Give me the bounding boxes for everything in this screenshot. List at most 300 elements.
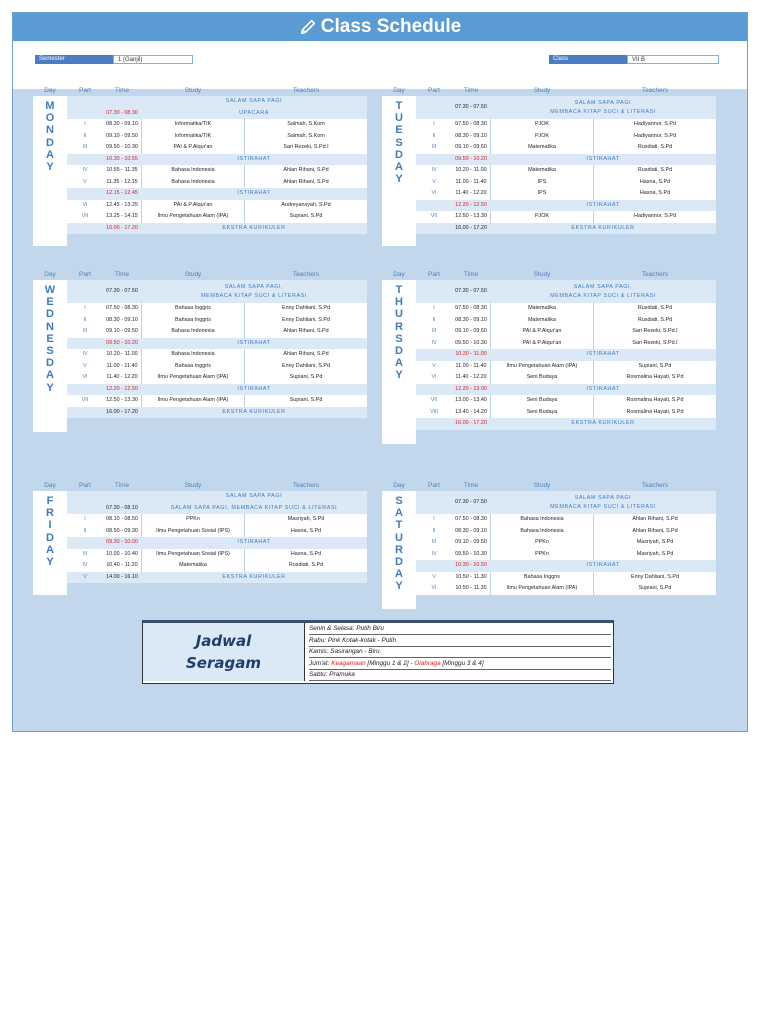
lesson-teacher: Rusdiati, S.Pd (637, 144, 673, 150)
header-part: Part (79, 482, 91, 489)
day-letter: A (46, 148, 54, 161)
day-letter: O (45, 112, 55, 125)
lesson-study: PPKn (490, 537, 594, 549)
lesson-time: 08.50 - 09.30 (106, 527, 138, 534)
lesson-row (416, 514, 716, 526)
header-part: Part (428, 482, 440, 489)
day-letter: D (395, 345, 403, 358)
lesson-time: 11.00 - 11.40 (455, 178, 487, 185)
day-letter: A (46, 369, 54, 382)
lesson-row (416, 572, 716, 584)
lesson-time: 10.50 - 11.30 (455, 573, 487, 580)
lesson-teacher: Masriyah, S.Pd (636, 550, 674, 557)
class-label: Class (549, 55, 627, 64)
lesson-row (67, 119, 367, 131)
lesson-row (67, 560, 367, 572)
lesson-study: PPKn (490, 549, 594, 561)
lesson-row (67, 211, 367, 223)
lesson-teacher: Andreyansyah, S.Pd (281, 201, 331, 208)
activity-label: ISTIRAHAT (237, 155, 271, 162)
lesson-study: Bahasa Inggris (141, 303, 245, 315)
lesson-teacher: Hadiyannor, S.Pd (634, 213, 676, 219)
uniform-schedule (142, 620, 614, 684)
lesson-part: V (432, 178, 436, 185)
activity-label: ISTIRAHAT (237, 190, 271, 196)
lesson-study: Ilmu Pengetahuan Sosial (IPS) (141, 549, 245, 561)
lesson-part: II (432, 132, 436, 139)
lesson-teacher: Sari Rezeki, S.Pd.I (632, 328, 678, 334)
activity-time (103, 96, 141, 108)
activity-line1: SALAM SAPA PAGI, (573, 284, 633, 290)
lesson-row (67, 142, 367, 154)
lesson-teacher: Supiani, S.Pd (289, 397, 323, 403)
lesson-study: Seni Budaya (490, 407, 594, 419)
activity-row (416, 154, 716, 166)
day-letter: T (395, 284, 403, 296)
lesson-part: VIII (429, 408, 439, 415)
lesson-part: VI (82, 201, 88, 208)
header-time: Time (463, 87, 479, 94)
activity-label: ISTIRAHAT (237, 339, 271, 346)
header-time: Time (114, 271, 130, 278)
lesson-study: PJOK (490, 131, 594, 143)
lesson-time: 09.10 - 09.50 (106, 328, 138, 334)
lesson-row (416, 338, 716, 350)
uniform-title-line2: Seragam (186, 654, 261, 672)
lesson-time: 10.20 - 11.00 (455, 167, 487, 173)
lesson-row (416, 326, 716, 338)
lesson-teacher: Masriyah, S.Pd (287, 516, 325, 522)
day-letter: A (46, 543, 54, 556)
lesson-teacher: Supiani, S.Pd (289, 213, 323, 219)
activity-line2: MEMBACA KITAP SUCI & LITERASI (550, 292, 656, 299)
header-study: Study (533, 271, 551, 278)
lesson-part: IV (431, 550, 437, 557)
lesson-teacher: Rusdiati, S.Pd (637, 305, 673, 311)
activity-label: UPACARA (239, 109, 269, 116)
header-day: Day (44, 271, 56, 278)
lesson-study: Seni Budaya (490, 395, 594, 407)
day-letter: D (46, 531, 54, 544)
lesson-study: Bahasa Indonesia (141, 326, 245, 338)
lesson-teacher: Enny Dahliani, S.Pd (282, 316, 330, 323)
lesson-time: 11.40 - 12.20 (106, 374, 138, 380)
activity-time: 07.30 - 07.50 (106, 288, 138, 294)
lesson-row (416, 211, 716, 223)
day-letter: N (46, 320, 54, 333)
lesson-time: 08.30 - 09.10 (455, 527, 487, 534)
day-letter: F (46, 495, 54, 507)
activity-row (416, 560, 716, 572)
activity-label: EKSTRA KURIKULER (571, 420, 635, 426)
activity-line2: MEMBACA KITAP SUCI & LITERASI (550, 108, 656, 115)
activity-label: SALAM SAPA PAGI (225, 98, 283, 104)
lesson-time: 10.00 - 10.40 (106, 550, 138, 557)
day-letter: Y (395, 173, 403, 186)
lesson-time: 10.55 - 11.35 (106, 167, 138, 173)
lesson-teacher: Hasna, S.Pd (290, 550, 322, 557)
lesson-time: 09.10 - 09.50 (455, 144, 487, 150)
activity-label: ISTIRAHAT (586, 201, 620, 208)
day-letter: A (395, 357, 403, 370)
activity-label: EKSTRA KURIKULER (222, 408, 286, 415)
activity-label (490, 280, 716, 303)
lesson-row (416, 303, 716, 315)
lesson-part: V (432, 362, 436, 369)
lesson-teacher: Hadiyannor, S.Pd (634, 121, 676, 127)
lesson-part: IV (431, 339, 437, 346)
day-letter: D (46, 136, 54, 149)
day-letter: U (395, 531, 403, 544)
lesson-part: VII (430, 213, 438, 219)
day-letter: Y (46, 556, 54, 569)
lesson-row (67, 200, 367, 212)
lesson-row (67, 349, 367, 361)
lesson-part: I (433, 305, 435, 311)
activity-line2: MEMBACA KITAP SUCI & LITERASI (201, 292, 307, 299)
lesson-study: Matematika (490, 165, 594, 177)
lesson-row (67, 303, 367, 315)
activity-row (416, 418, 716, 430)
activity-row (67, 338, 367, 350)
lesson-study: Seni Budaya (490, 372, 594, 384)
activity-row (67, 407, 367, 419)
opening-row (416, 280, 716, 303)
lesson-time: 07.50 - 08.30 (455, 305, 487, 311)
lesson-row (416, 315, 716, 327)
activity-row (416, 200, 716, 212)
lesson-row (67, 131, 367, 143)
lesson-row (67, 177, 367, 189)
lesson-part: VI (431, 374, 437, 380)
day-letter: M (45, 100, 55, 112)
header-teachers: Teachers (292, 482, 320, 489)
lesson-study: Ilmu Pengetahuan Alam (IPA) (490, 583, 594, 595)
lesson-row (416, 177, 716, 189)
lesson-teacher: Enny Dahliani, S.Pd (282, 362, 330, 369)
activity-label: ISTIRAHAT (586, 351, 620, 357)
header-teachers: Teachers (292, 271, 320, 278)
lesson-time: 12.50 - 13.30 (106, 397, 138, 403)
jumat-olahraga: Olahraga (414, 659, 441, 667)
lesson-part: III (82, 144, 88, 150)
lesson-teacher: Enny Dahliani, S.Pd (631, 573, 679, 580)
lesson-part: III (82, 550, 88, 557)
lesson-teacher: Rosmalina Hayati, S.Pd (626, 374, 684, 380)
lesson-teacher: Supiani, S.Pd (638, 585, 672, 591)
schedule-rows (416, 491, 716, 595)
header-study: Study (184, 482, 202, 489)
lesson-study: Ilmu Pengetahuan Alam (IPA) (141, 211, 245, 223)
day-letter: R (395, 320, 403, 333)
lesson-row (67, 361, 367, 373)
lesson-teacher: Hasna, S.Pd (639, 190, 671, 196)
activity-label: SALAM SAPA PAGI (225, 493, 283, 499)
lesson-teacher: Salmah, S.Kom (287, 121, 325, 127)
header-time: Time (463, 482, 479, 489)
lesson-row (416, 537, 716, 549)
activity-row (67, 384, 367, 396)
lesson-part: V (432, 573, 436, 580)
activity-row (67, 503, 367, 515)
schedule-rows (67, 491, 367, 583)
day-letter: U (395, 112, 403, 125)
lesson-part: II (432, 316, 436, 323)
header-day: Day (393, 87, 405, 94)
lesson-time: 10.40 - 11.20 (106, 562, 138, 568)
lesson-study: Matematika (490, 315, 594, 327)
activity-row (416, 223, 716, 235)
lesson-study: Bahasa Inggris (141, 361, 245, 373)
header-time: Time (114, 87, 130, 94)
header-study: Study (533, 87, 551, 94)
lesson-row (416, 549, 716, 561)
activity-row (67, 537, 367, 549)
lesson-row (67, 526, 367, 538)
activity-label: ISTIRAHAT (586, 385, 620, 392)
day-letter: U (395, 308, 403, 321)
header-teachers: Teachers (641, 271, 669, 278)
day-letter: E (46, 296, 54, 309)
day-letter: E (395, 124, 403, 137)
lesson-time: 12.50 - 13.30 (455, 213, 487, 219)
activity-time: 07.30 - 08.10 (106, 504, 138, 511)
activity-time: 09.30 - 10.00 (106, 539, 138, 545)
header-part: Part (428, 87, 440, 94)
activity-line1: SALAM SAPA PAGI, (224, 284, 284, 290)
column-header (382, 481, 716, 491)
lesson-time: 08.30 - 09.10 (455, 132, 487, 139)
day-letter: A (395, 568, 403, 581)
header-study: Study (184, 87, 202, 94)
lesson-time: 14.00 - 16.10 (106, 573, 138, 580)
day-letter: W (44, 284, 56, 296)
lesson-study: PAI & P.Alqur'an (141, 200, 245, 212)
lesson-study: Matematika (141, 560, 245, 572)
activity-row (67, 188, 367, 200)
lesson-teacher: Hasna, S.Pd (290, 527, 322, 534)
lesson-teacher: Ahlan Rihani, S.Pd (632, 527, 678, 534)
activity-time: 07.30 - 07.50 (455, 104, 487, 110)
lesson-part: I (433, 516, 435, 522)
lesson-teacher: Supiani, S.Pd (638, 362, 672, 369)
day-letter: S (395, 332, 403, 345)
activity-row (67, 154, 367, 166)
day-letter: S (395, 495, 403, 507)
lesson-row (67, 395, 367, 407)
activity-label: ISTIRAHAT (586, 155, 620, 162)
column-header (382, 270, 716, 280)
lesson-part: V (83, 178, 87, 185)
lesson-teacher: Enny Dahliani, S.Pd (282, 305, 330, 311)
day-letter: Y (46, 161, 54, 174)
lesson-time: 09.50 - 10.30 (106, 144, 138, 150)
lesson-row (67, 572, 367, 584)
lesson-time: 08.30 - 09.10 (455, 316, 487, 323)
lesson-time: 08.30 - 09.10 (106, 316, 138, 323)
lesson-teacher: Salmah, S.Kom (287, 132, 325, 139)
lesson-row (416, 395, 716, 407)
header-teachers: Teachers (292, 87, 320, 94)
lesson-time: 07.50 - 08.30 (455, 516, 487, 522)
day-letter: E (46, 332, 54, 345)
day-name (382, 96, 416, 246)
lesson-study: Informatika/TIK (141, 119, 245, 131)
lesson-time: 11.40 - 12.20 (455, 190, 487, 196)
lesson-row (416, 142, 716, 154)
semester-label: Semester (35, 55, 113, 64)
lesson-row (67, 326, 367, 338)
day-letter: I (48, 519, 52, 532)
activity-time: 09.50 - 10.20 (455, 155, 487, 162)
opening-row (416, 96, 716, 119)
activity-row (67, 491, 367, 503)
lesson-study: Bahasa Indonesia (490, 514, 594, 526)
lesson-part: I (84, 516, 86, 522)
header-part: Part (79, 271, 91, 278)
lesson-part: IV (82, 167, 88, 173)
lesson-time: 08.10 - 08.50 (106, 516, 138, 522)
activity-row (416, 349, 716, 361)
lesson-time: 10.50 - 11.30 (455, 585, 487, 591)
lesson-part: VI (82, 374, 88, 380)
activity-time: 09.50 - 10.20 (106, 339, 138, 346)
lesson-time: 11.00 - 11.40 (455, 362, 487, 369)
lesson-teacher: Rosmalina Hayati, S.Pd (626, 397, 684, 403)
day-letter: R (46, 507, 54, 520)
lesson-row (67, 372, 367, 384)
lesson-part: II (83, 132, 87, 139)
lesson-study: PAI & P.Alqur'an (141, 142, 245, 154)
lesson-row (416, 165, 716, 177)
column-header (33, 270, 367, 280)
lesson-study: PPKn (141, 514, 245, 526)
activity-label: ISTIRAHAT (237, 385, 271, 392)
activity-line1: SALAM SAPA PAGI (574, 100, 632, 106)
activity-time: 10.30 - 10.55 (106, 155, 138, 162)
semester-value: 1 (Ganjil) (113, 55, 193, 64)
lesson-row (416, 361, 716, 373)
lesson-study: PAI & P.Alqur'an (490, 326, 594, 338)
lesson-part: IV (82, 562, 88, 568)
activity-row (67, 108, 367, 120)
header-teachers: Teachers (641, 87, 669, 94)
lesson-time: 07.50 - 08.30 (106, 305, 138, 311)
schedule-rows (416, 96, 716, 234)
class-value: VII B (627, 55, 719, 64)
uniform-title-line1: Jadwal (195, 632, 252, 650)
lesson-part: VI (431, 190, 437, 196)
lesson-time: 11.00 - 11.40 (106, 362, 138, 369)
pencil-icon (299, 18, 317, 36)
activity-time: 07.30 - 08.30 (106, 109, 138, 116)
lesson-study: Ilmu Pengetahuan Alam (IPA) (490, 361, 594, 373)
uniform-sabtu: Sabtu: Pramuka (309, 669, 611, 681)
lesson-time: 09.50 - 10.30 (455, 339, 487, 346)
lesson-time: 13.40 - 14.20 (455, 408, 487, 415)
activity-time: 16.00 - 17.20 (455, 420, 487, 426)
activity-time: 16.00 - 17.20 (106, 224, 138, 231)
lesson-time: 13.00 - 13.40 (455, 397, 487, 403)
header-day: Day (393, 482, 405, 489)
lesson-teacher: Masriyah, S.Pd (636, 539, 674, 545)
day-name (33, 96, 67, 246)
lesson-study: Informatika/TIK (141, 131, 245, 143)
activity-label (490, 491, 716, 514)
lesson-row (416, 131, 716, 143)
lesson-part: VII (81, 397, 89, 403)
lesson-study: PJOK (490, 211, 594, 223)
page-title: Class Schedule (320, 16, 462, 37)
lesson-part: IV (82, 351, 88, 357)
lesson-part: I (84, 121, 86, 127)
lesson-time: 13.25 - 14.15 (106, 213, 138, 219)
activity-line1: SALAM SAPA PAGI (574, 495, 632, 501)
day-name (382, 280, 416, 444)
uniform-kamis: Kamis: Sasirangan - Biru (309, 646, 611, 658)
column-header (382, 86, 716, 96)
lesson-time: 08.30 - 09.10 (106, 121, 138, 127)
lesson-part: VII (430, 397, 438, 403)
lesson-time: 09.10 - 09.50 (455, 539, 487, 545)
header-study: Study (184, 271, 202, 278)
day-letter: A (395, 507, 403, 520)
lesson-part: V (83, 362, 87, 369)
lesson-time: 09.50 - 10.30 (455, 550, 487, 557)
header-time: Time (114, 482, 130, 489)
lesson-part: III (431, 328, 437, 334)
activity-label (490, 96, 716, 119)
jumat-week12: [Minggu 1 & 2] - (365, 659, 415, 667)
lesson-teacher: Sari Rezeki, S.Pd.I (283, 144, 329, 150)
lesson-part: I (433, 121, 435, 127)
header-day: Day (44, 482, 56, 489)
header-study: Study (533, 482, 551, 489)
lesson-row (67, 165, 367, 177)
lesson-time: 09.10 - 09.50 (106, 132, 138, 139)
day-letter: D (46, 308, 54, 321)
activity-time: 12.20 - 12.50 (455, 201, 487, 208)
activity-time: 10.30 - 11.00 (455, 351, 487, 357)
activity-row (67, 223, 367, 235)
column-header (33, 481, 367, 491)
day-letter: T (395, 100, 403, 112)
day-letter: N (46, 124, 54, 137)
lesson-teacher: Rusdiati, S.Pd (637, 316, 673, 323)
lesson-time: 07.50 - 08.30 (455, 121, 487, 127)
activity-time: 12.20 - 12.50 (106, 385, 138, 392)
day-letter: D (395, 148, 403, 161)
activity-label: ISTIRAHAT (586, 562, 620, 568)
activity-time: 16.00 - 17.20 (106, 408, 138, 415)
header-teachers: Teachers (641, 482, 669, 489)
day-letter: R (395, 543, 403, 556)
schedule-rows (67, 96, 367, 234)
lesson-study: IPS (490, 188, 594, 200)
lesson-study: Ilmu Pengetahuan Sosial (IPS) (141, 526, 245, 538)
lesson-study: PJOK (490, 119, 594, 131)
activity-time: 12.15 - 12.45 (106, 190, 138, 196)
header-day: Day (44, 87, 56, 94)
activity-row (416, 384, 716, 396)
activity-row (67, 96, 367, 108)
lesson-study: Bahasa Inggris (490, 572, 594, 584)
lesson-study: Matematika (490, 142, 594, 154)
lesson-teacher: Ahlan Rihani, S.Pd (283, 178, 329, 185)
day-letter: T (395, 519, 403, 532)
day-letter: Y (46, 381, 54, 394)
lesson-teacher: Rosmalina Hayati, S.Pd (626, 408, 684, 415)
